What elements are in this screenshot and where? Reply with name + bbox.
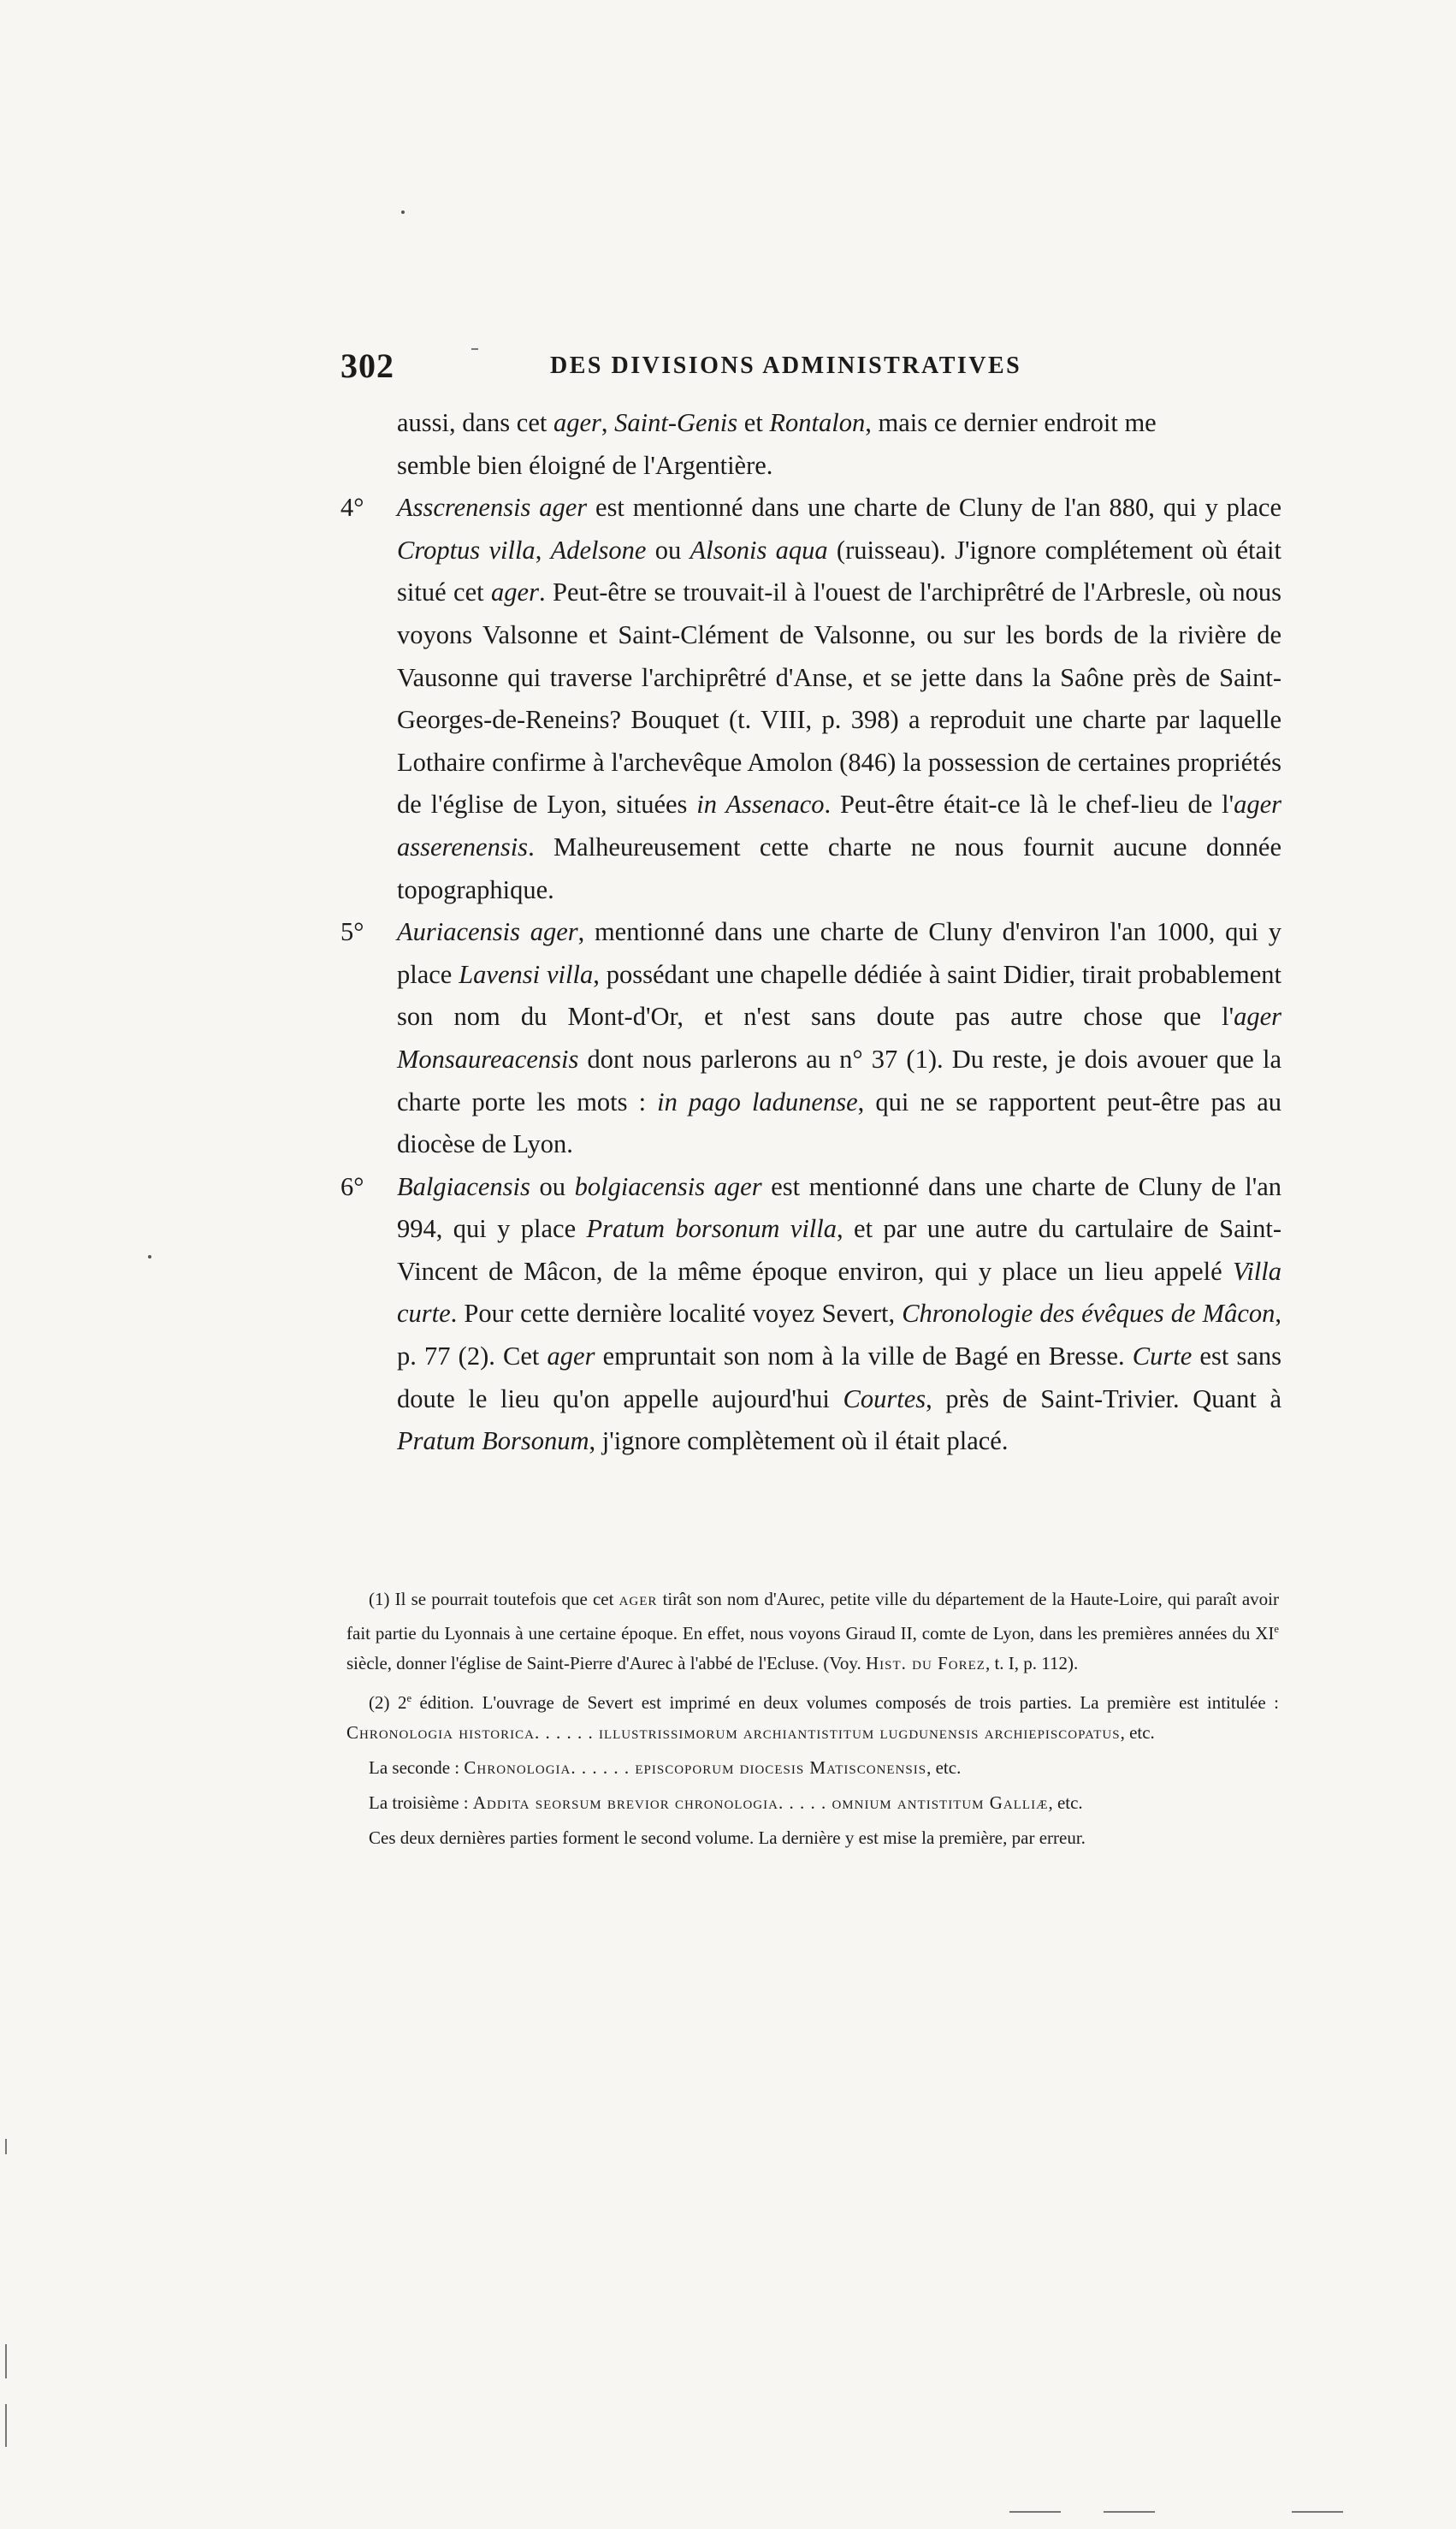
intro-paragraph (340, 402, 1281, 487)
text-run: in Assenaco (696, 790, 825, 820)
text-run: , et par une autre du cartulaire de Saint-Vincent de Mâcon, de la même époque environ, qui y place un lieu appelé (397, 1214, 1281, 1286)
main-text (340, 402, 1281, 1463)
text-run: tirât son nom d'Aurec, petite ville du département de la Haute-Loire, qui paraît avoir fait partie du Lyonnais à une certaine époque. En effet, nous voyons Giraud II, comte de Lyon, dans les premières années du XI (346, 1589, 1279, 1644)
text-run: Lavensi villa (459, 959, 594, 989)
text-run: Hist. du Forez (866, 1653, 985, 1673)
footnote (346, 1823, 1279, 1853)
text-run: Pratum Borsonum (397, 1426, 589, 1456)
text-run: ager (547, 1341, 595, 1371)
text-run: (2) 2 (369, 1692, 407, 1713)
text-run: e (1274, 1623, 1279, 1635)
list-item (340, 487, 1281, 911)
text-run: Rontalon (769, 408, 866, 437)
margin-rule (5, 2404, 7, 2447)
text-run: Pratum borsonum villa (586, 1214, 837, 1244)
text-run: . Peut-être était-ce là le chef-lieu de l' (824, 790, 1234, 820)
running-head (340, 346, 1051, 397)
text-run: Chronologia. . . . . . episcoporum diocesis Matisconensis (464, 1757, 927, 1778)
text-run: ou (646, 535, 690, 565)
running-title: DES DIVISIONS ADMINISTRATIVES (550, 352, 1022, 379)
text-run: Croptus villa (397, 535, 536, 565)
text-run: est sans doute le lieu qu'on appelle aujourd'hui (397, 1341, 1281, 1413)
text-run: Ces deux dernières parties forment le second volume. La dernière y est mise la première, par erreur. (369, 1827, 1086, 1848)
margin-rule (5, 2344, 7, 2378)
text-run: ager (553, 408, 601, 437)
text-run: , j'ignore complètement où il était placé. (589, 1426, 1009, 1456)
text-run: Auriacensis ager (397, 917, 578, 947)
margin-rule (5, 2139, 7, 2154)
text-run: , etc. (926, 1757, 962, 1778)
text-run: , etc. (1048, 1792, 1083, 1813)
text-run: Saint-Genis (614, 408, 738, 437)
page-number: 302 (340, 346, 394, 385)
text-run: ager (619, 1589, 658, 1609)
text-run: Chronologia historica. . . . . . illustrissimorum archiantistitum lugdunensis archiepiscopatus (346, 1722, 1121, 1743)
text-run: Villa curte (397, 1256, 1281, 1329)
text-run: est mentionné dans une charte de Cluny de l'an 994, qui y place (397, 1171, 1281, 1244)
text-run: . Pour cette dernière localité voyez Severt, (450, 1299, 903, 1329)
text-run: empruntait son nom à la ville de Bagé en Bresse. (595, 1341, 1133, 1371)
text-run: . Peut-être se trouvait-il à l'ouest de l'archiprêtré de l'Arbresle, où nous voyons Valsonne et Saint-Clément de Valsonne, ou sur les bords de la rivière de Vausonne qui traverse l'archiprêtré d'Anse, et se jette dans la Saône près de Saint-Georges-de-Reneins? Bouquet (t. VIII, p. 398) a reproduit une charte par laquelle Lothaire confirme à l'archevêque Amolon (846) la possession de certaines propriétés de l'église de Lyon, situées (397, 577, 1282, 820)
text-run: e (406, 1692, 412, 1704)
text-run: La seconde : (369, 1757, 465, 1778)
footnote (346, 1684, 1279, 1748)
text-run: est mentionné dans une charte de Cluny de l'an 880, qui y place (587, 493, 1281, 523)
bottom-rule (1292, 2511, 1343, 2513)
list-item (340, 911, 1281, 1166)
text-run: et (737, 408, 770, 437)
text-run: Curte (1132, 1341, 1193, 1371)
footnotes (346, 1584, 1279, 1853)
text-run: , mais ce dernier endroit me (865, 408, 1157, 437)
text-run: , etc. (1120, 1722, 1155, 1743)
text-run: ager Monsaureacensis (397, 1002, 1281, 1074)
text-run: Balgiacensis (397, 1171, 530, 1201)
text-run: . Malheureusement cette charte ne nous fournit aucune donnée topographique. (397, 832, 1281, 904)
text-run: in pago ladunense (657, 1087, 858, 1116)
text-run: dont nous parlerons au n° 37 (1). Du reste, je dois avouer que la charte porte les mots : (397, 1044, 1281, 1116)
text-run: Alsonis aqua (690, 535, 828, 565)
list-item (340, 1166, 1281, 1463)
text-run: Courtes (843, 1383, 926, 1413)
text-run: ager asserenensis (397, 790, 1281, 862)
entry-number: 6° (340, 1171, 364, 1201)
text-run: , p. 77 (2). Cet (397, 1299, 1281, 1371)
text-run: Addita seorsum brevior chronologia. . . . . omnium antistitum Galliæ (472, 1792, 1049, 1813)
text-run: Asscrenensis ager (397, 493, 588, 523)
text-run: , (535, 535, 551, 565)
text-run: ou (530, 1171, 575, 1201)
footnote (346, 1753, 1279, 1783)
margin-dot (148, 1255, 151, 1259)
text-run: siècle, donner l'église de Saint-Pierre d'Aurec à l'abbé de l'Ecluse. (Voy. (346, 1653, 867, 1673)
footnote (346, 1788, 1279, 1818)
text-run: La troisième : (369, 1792, 473, 1813)
entry-number: 5° (340, 917, 364, 947)
bottom-rule (1009, 2511, 1061, 2513)
margin-dot (401, 210, 405, 214)
text-run: bolgiacensis ager (574, 1171, 762, 1201)
text-run: (ruisseau). J'ignore complétement où était situé cet (397, 535, 1282, 607)
text-run: , (601, 408, 615, 437)
text-run: aussi, dans cet (397, 408, 553, 437)
text-run: Chronologie des évêques de Mâcon (902, 1299, 1275, 1329)
bottom-rule (1104, 2511, 1155, 2513)
text-run: , t. I, p. 112). (985, 1653, 1079, 1673)
entry-number: 4° (340, 493, 364, 523)
text-run: semble bien éloigné de l'Argentière. (397, 450, 773, 480)
text-run: , qui ne se rapportent peut-être pas au diocèse de Lyon. (397, 1087, 1281, 1159)
footnote (346, 1584, 1279, 1679)
entry-list (340, 487, 1281, 1463)
text-run: , possédant une chapelle dédiée à saint Didier, tirait probablement son nom du Mont-d'Or, et n'est sans doute pas autre chose que l' (397, 959, 1281, 1032)
text-run: , mentionné dans une charte de Cluny d'environ l'an 1000, qui y place (397, 917, 1281, 989)
text-run: Adelsone (550, 535, 647, 565)
text-run: édition. L'ouvrage de Severt est imprimé en deux volumes composés de trois parties. La première est intitulée : (411, 1692, 1279, 1713)
text-run: ager (491, 577, 539, 607)
text-run: (1) Il se pourrait toutefois que cet (369, 1589, 619, 1609)
text-run: , près de Saint-Trivier. Quant à (926, 1383, 1281, 1413)
